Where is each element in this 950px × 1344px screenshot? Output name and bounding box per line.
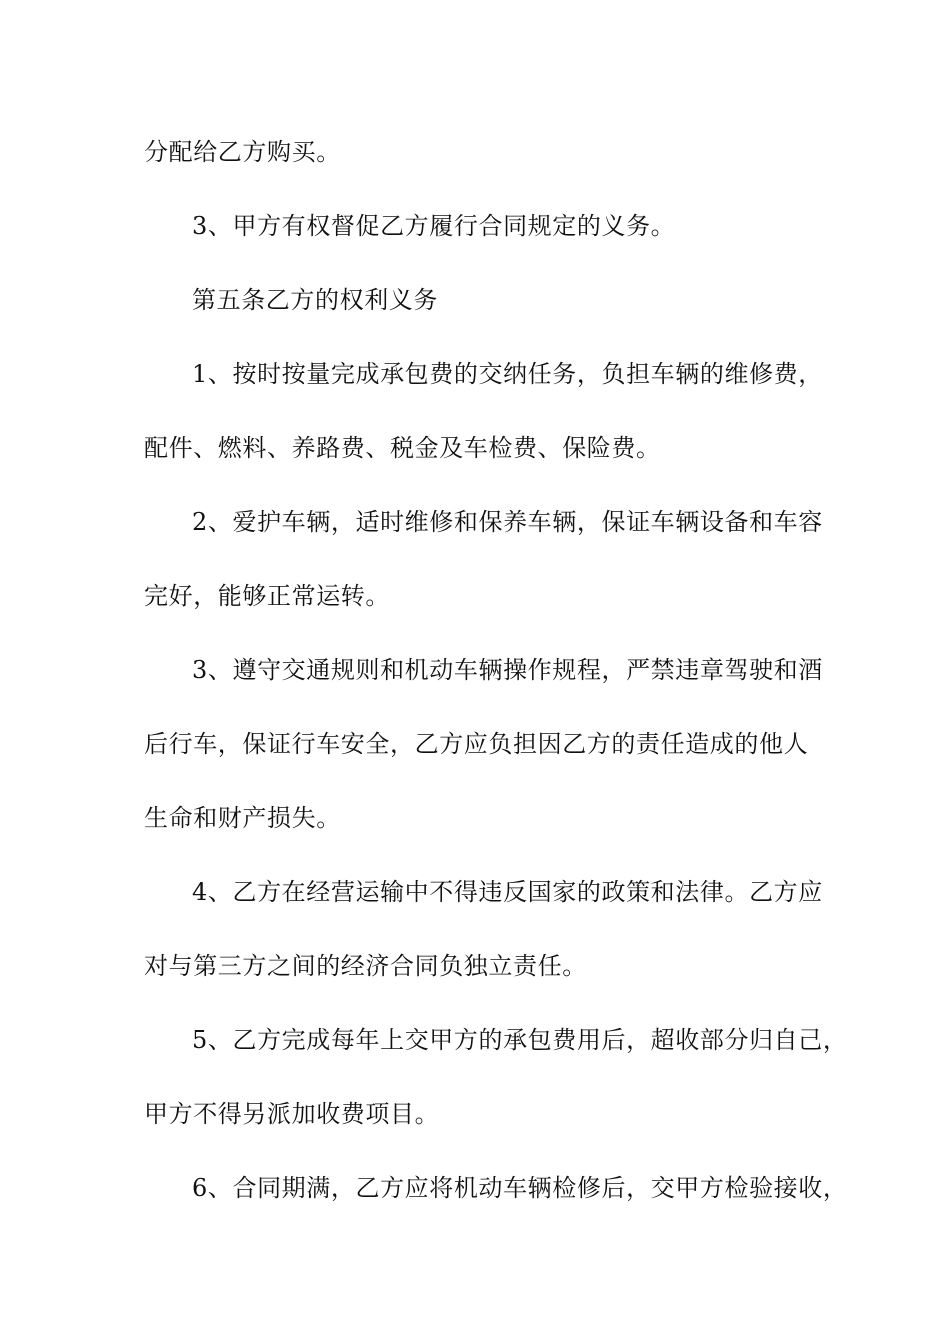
paragraph-line: 后行车，保证行车安全，乙方应负担因乙方的责任造成的他人 bbox=[144, 730, 809, 758]
paragraph-line: 完好，能够正常运转。 bbox=[144, 582, 390, 610]
paragraph-line: 甲方不得另派加收费项目。 bbox=[144, 1100, 440, 1128]
paragraph-line: 2、爱护车辆，适时维修和保养车辆，保证车辆设备和车容 bbox=[192, 508, 823, 536]
paragraph-line: 3、遵守交通规则和机动车辆操作规程，严禁违章驾驶和酒 bbox=[192, 656, 823, 684]
paragraph-line: 5、乙方完成每年上交甲方的承包费用后，超收部分归自己， bbox=[192, 1026, 848, 1054]
paragraph-line: 1、按时按量完成承包费的交纳任务，负担车辆的维修费， bbox=[192, 360, 823, 388]
paragraph-line: 配件、燃料、养路费、税金及车检费、保险费。 bbox=[144, 434, 661, 462]
paragraph-line: 4、乙方在经营运输中不得违反国家的政策和法律。乙方应 bbox=[192, 878, 823, 906]
paragraph-line: 分配给乙方购买。 bbox=[144, 138, 341, 166]
paragraph-line: 对与第三方之间的经济合同负独立责任。 bbox=[144, 952, 587, 980]
paragraph-line: 生命和财产损失。 bbox=[144, 804, 341, 832]
section-heading: 第五条乙方的权利义务 bbox=[192, 286, 438, 314]
paragraph-line: 3、甲方有权督促乙方履行合同规定的义务。 bbox=[192, 212, 676, 240]
paragraph-line: 6、合同期满，乙方应将机动车辆检修后，交甲方检验接收， bbox=[192, 1174, 848, 1202]
